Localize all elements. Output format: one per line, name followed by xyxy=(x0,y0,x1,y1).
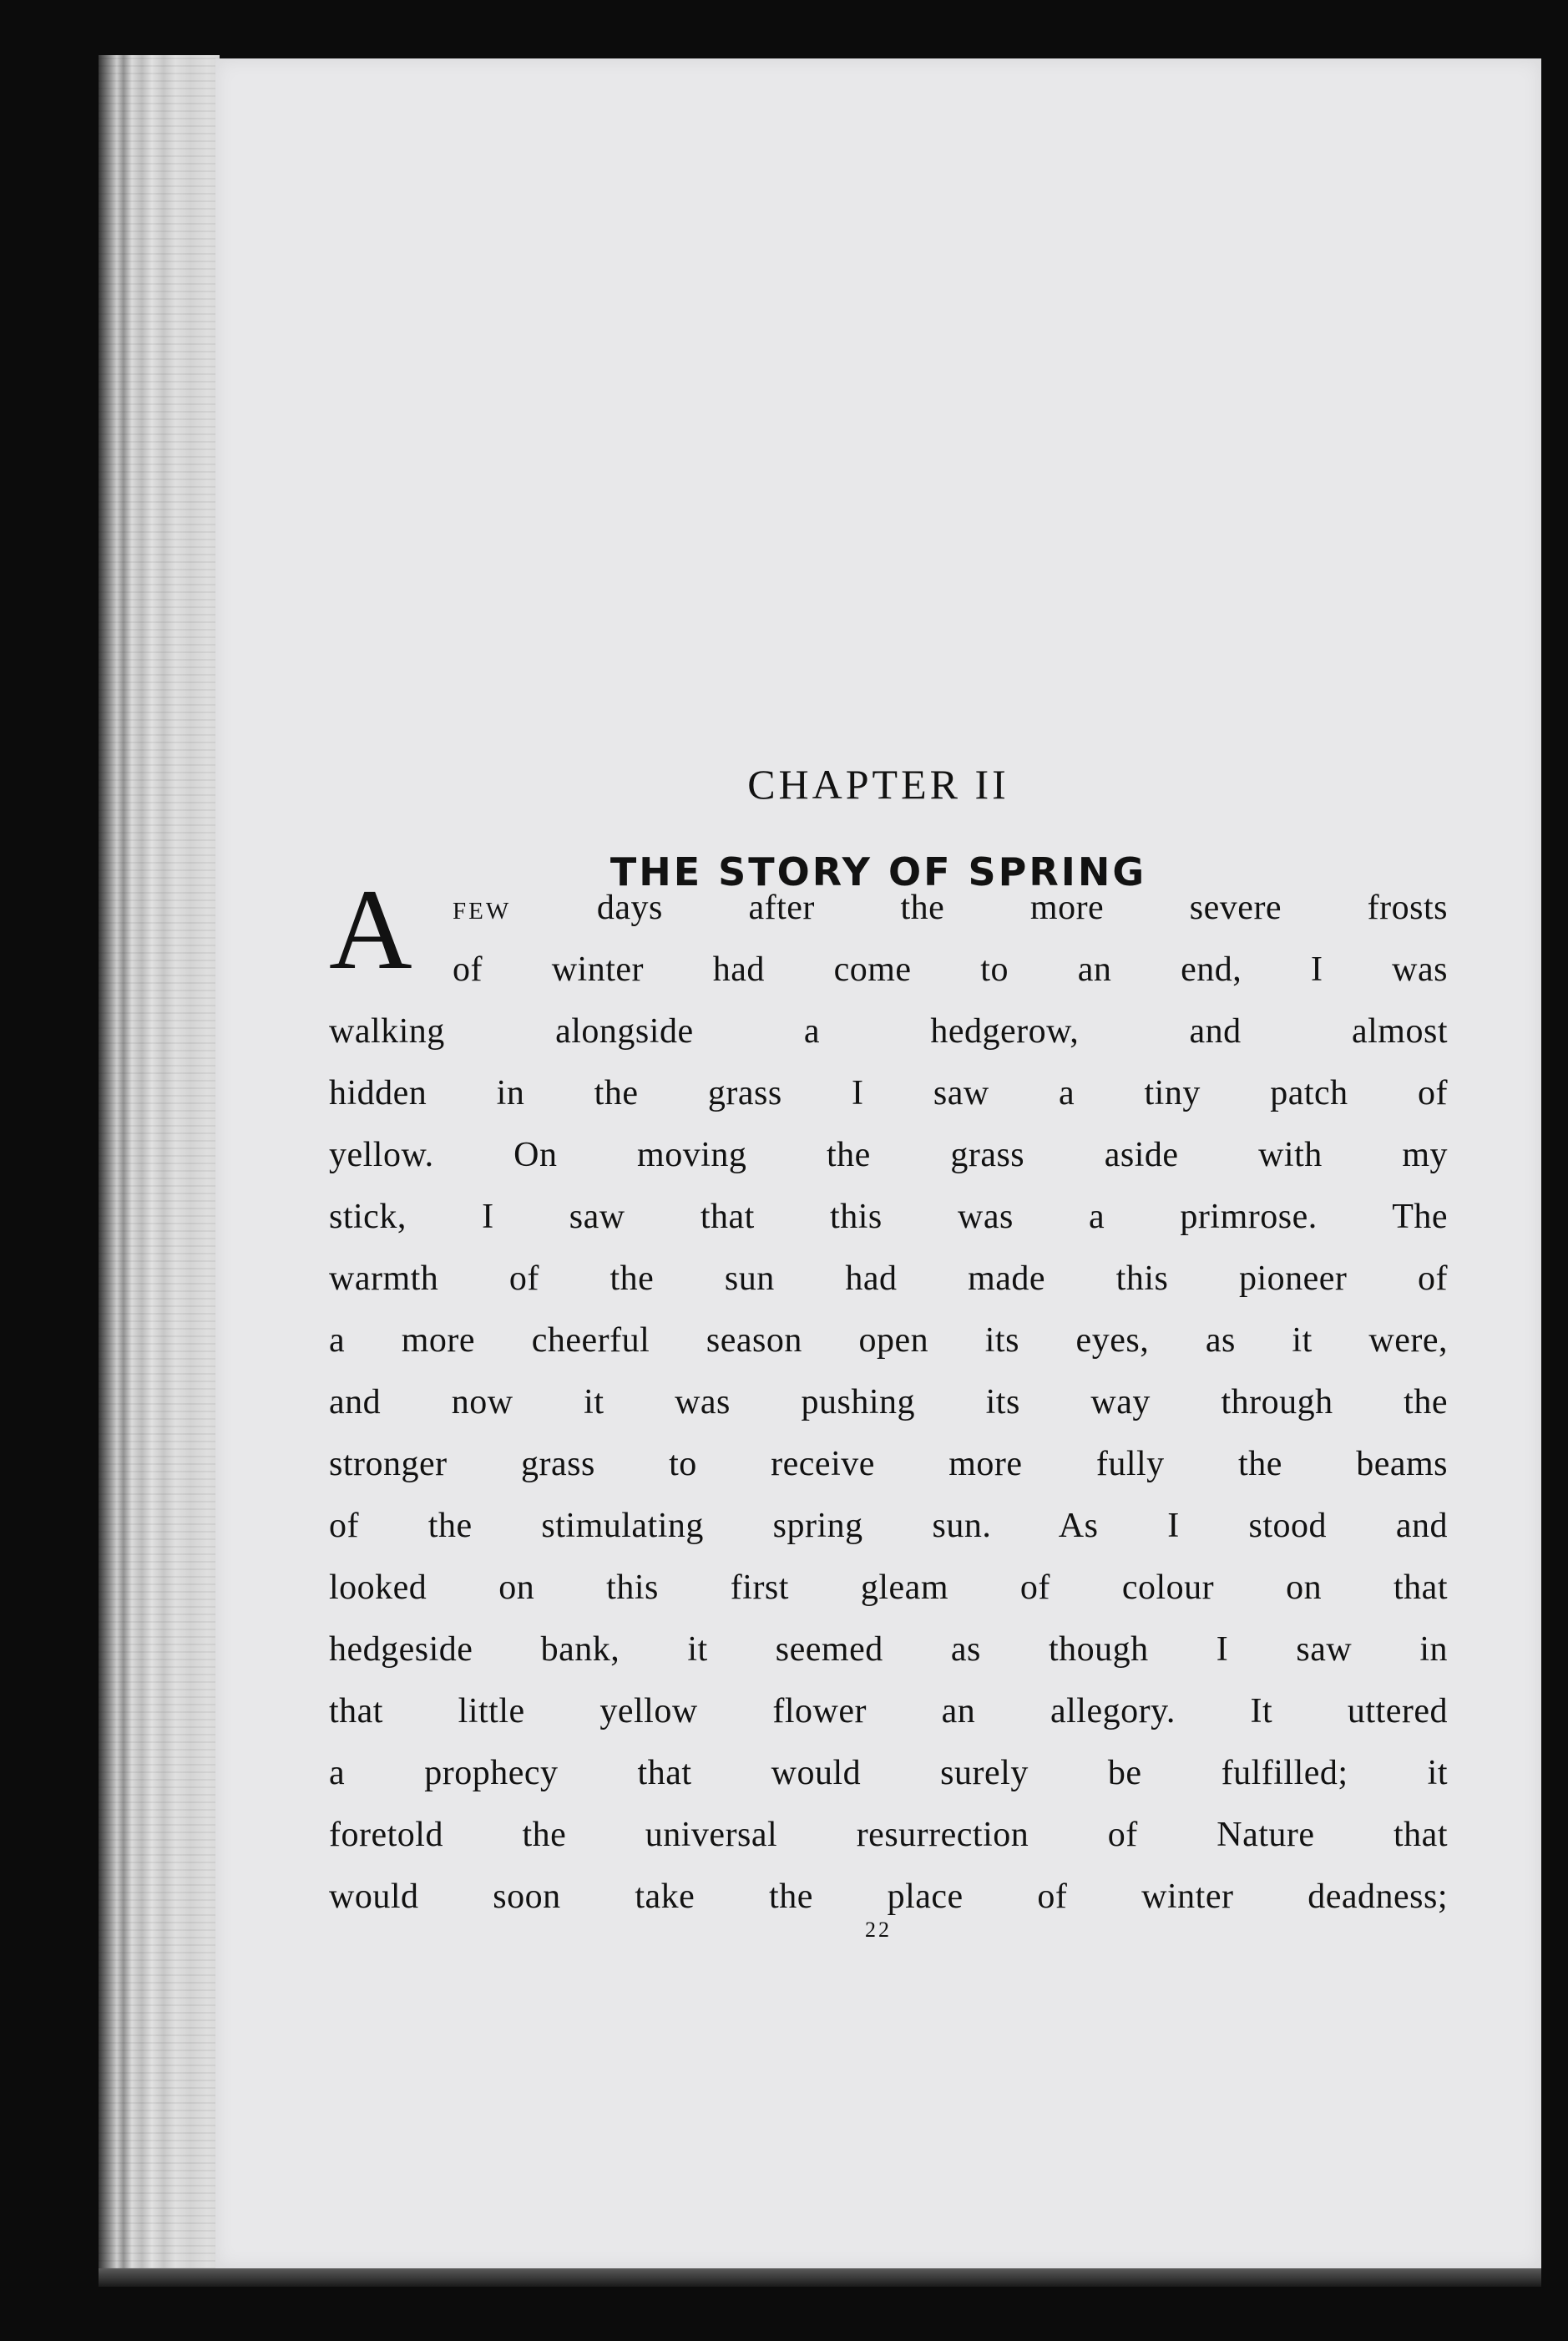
text-line: foretold the universal resurrection of Nature that xyxy=(329,1816,1448,1854)
text-line: warmth of the sun had made this pioneer of xyxy=(329,1259,1448,1298)
chapter-number: CHAPTER II xyxy=(747,761,1009,808)
text-line: hedgeside bank, it seemed as though I saw in xyxy=(329,1630,1448,1669)
text-line: would soon take the place of winter deadness; xyxy=(329,1877,1448,1916)
text-line: a prophecy that would surely be fulfilled; it xyxy=(329,1754,1448,1792)
text-line: stick, I saw that this was a primrose. The xyxy=(329,1198,1448,1236)
text-line: looked on this first gleam of colour on that xyxy=(329,1568,1448,1607)
text-line: yellow. On moving the grass aside with my xyxy=(329,1136,1448,1174)
line-text: days after the more severe frosts xyxy=(596,889,1449,927)
page-sheet xyxy=(215,58,1541,2268)
text-line: and now it was pushing its way through the xyxy=(329,1383,1448,1421)
text-line xyxy=(453,877,1448,939)
text-line: a more cheerful season open its eyes, as it were, xyxy=(329,1321,1448,1360)
text-line: hidden in the grass I saw a tiny patch of xyxy=(329,1074,1448,1112)
page-bottom-edge xyxy=(99,2268,1541,2287)
text-line: of winter had come to an end, I was xyxy=(453,950,1448,989)
text-line: of the stimulating spring sun. As I stood and xyxy=(329,1507,1448,1545)
text-line: stronger grass to receive more fully the beams xyxy=(329,1445,1448,1483)
book-gutter xyxy=(99,55,220,2277)
chapter-title: THE STORY OF SPRING xyxy=(609,849,1147,894)
text-line: that little yellow flower an allegory. It uttered xyxy=(329,1692,1448,1730)
text-line: walking alongside a hedgerow, and almost xyxy=(329,1012,1448,1051)
page-number: 22 xyxy=(865,1918,892,1942)
lead-word: few xyxy=(453,889,512,927)
drop-cap: A xyxy=(329,865,412,993)
